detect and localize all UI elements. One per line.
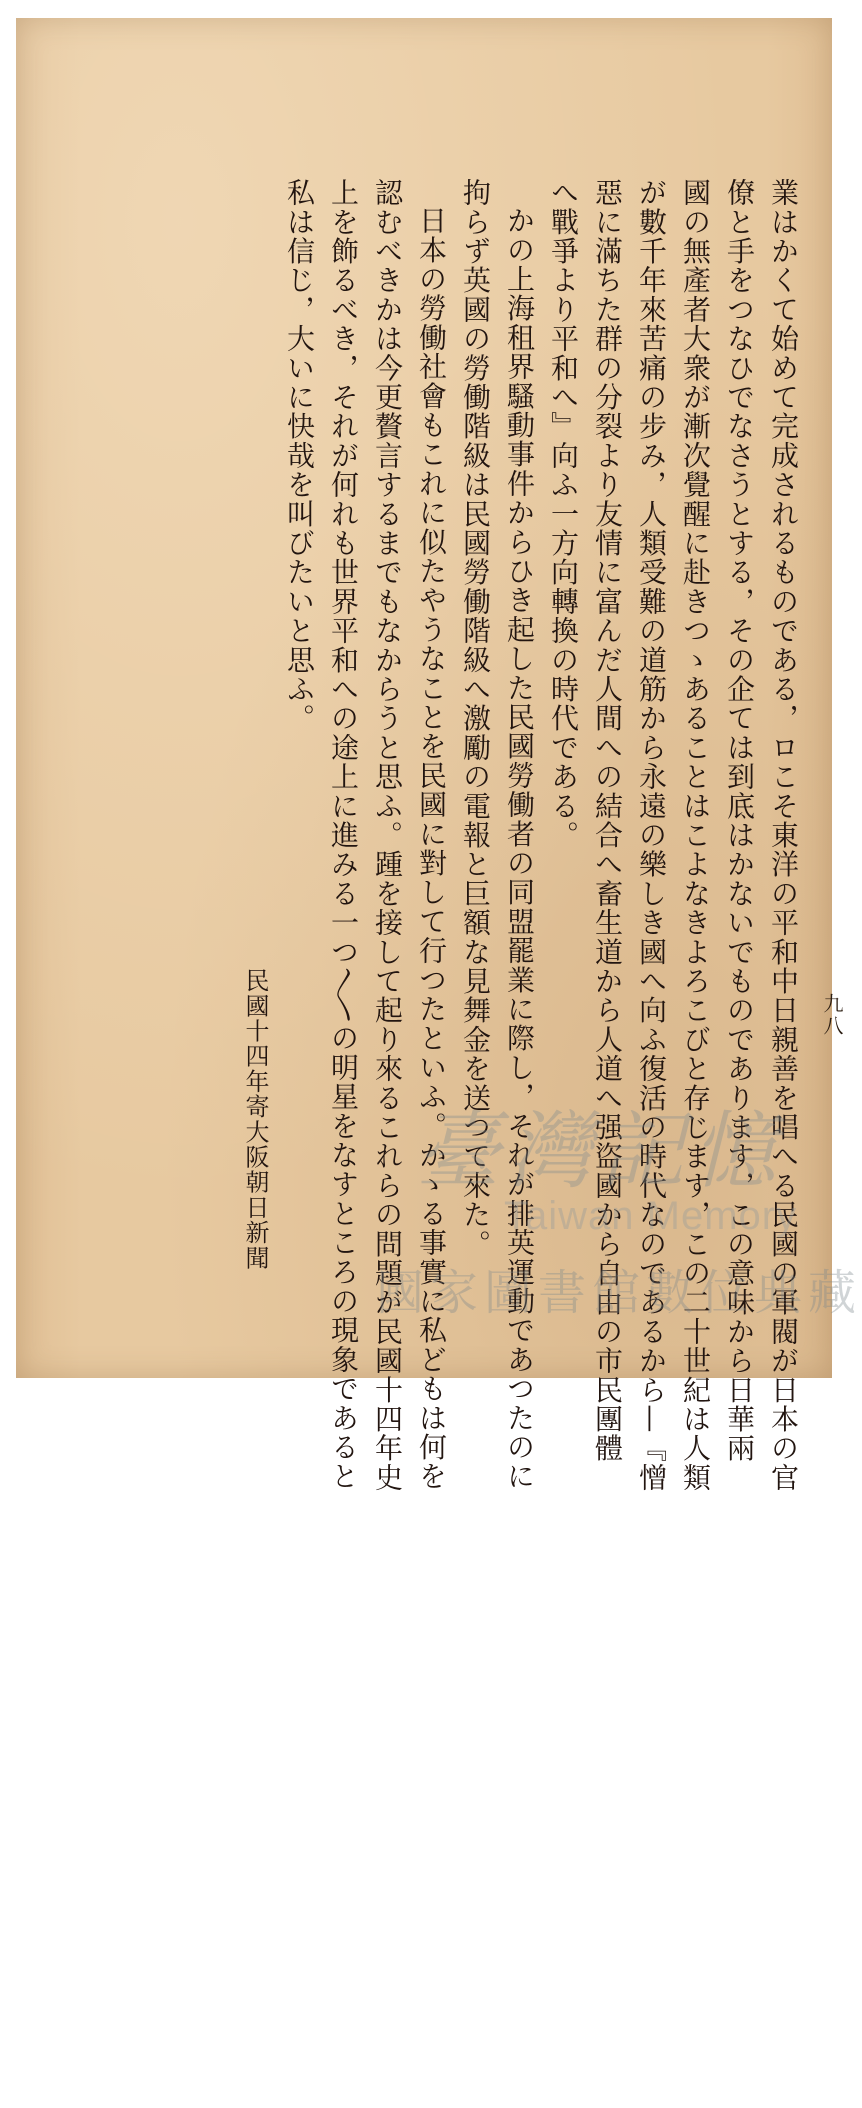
signature-line: 民國十四年寄大阪朝日新聞: [241, 968, 269, 1271]
text-column: 國の無產者大衆が漸次覺醒に赴きつゝあることはこよなきよろこびと存じます，この二十世紀は人類: [679, 178, 712, 1492]
watermark-english: Taiwan Memory: [504, 1194, 798, 1238]
text-column: 日本の勞働社會もこれに似たやうなことを民國に對して行つたといふ。かゝる事實に私どもは何を: [415, 206, 448, 1491]
vertical-text-body: [241, 178, 802, 1492]
text-column: へ戰爭より平和へ』向ふ一方向轉換の時代である。: [547, 178, 580, 850]
text-column: かの上海租界騷動事件からひき起した民國勞働者の同盟罷業に際し，それが排英運動であつたのに: [503, 206, 536, 1491]
text-column: が數千年來苦痛の步み，人類受難の道筋から永遠の樂しき國へ向ふ復活の時代なのであるから—『憎: [635, 178, 668, 1492]
text-column: 私は信じ，大いに快哉を叫びたいと思ふ。: [283, 178, 316, 733]
text-column: 僚と手をつなひでなさうとする，その企ては到底はかないでものであります，この意味から日華兩: [723, 178, 756, 1463]
watermark-library: 國家圖書館數位典藏: [376, 1265, 862, 1321]
text-column: 拘らず英國の勞働階級は民國勞働階級へ激勵の電報と巨額な見舞金を送つて來た。: [459, 178, 492, 1259]
text-column: 業はかくて始めて完成されるものである，ロこそ東洋の平和中日親善を唱へる民國の軍閥が日本の官: [767, 178, 800, 1492]
page-number: 九八: [820, 993, 844, 1037]
text-column: 認むべきかは今更贅言するまでもなからうと思ふ。踵を接して起り來るこれらの問題が民國十四年史: [371, 178, 404, 1492]
text-column: 惡に滿ちた群の分裂より友情に富んだ人間への結合へ畜生道から人道へ强盜國から自由の市民團體: [591, 178, 624, 1463]
text-column: 上を飾るべき，それが何れも世界平和への途上に進みる一つ〳〵の明星をなすところの現象であると: [327, 178, 360, 1491]
watermark-chinese: 臺灣記憶: [416, 1102, 785, 1200]
book-page: [16, 18, 862, 1492]
